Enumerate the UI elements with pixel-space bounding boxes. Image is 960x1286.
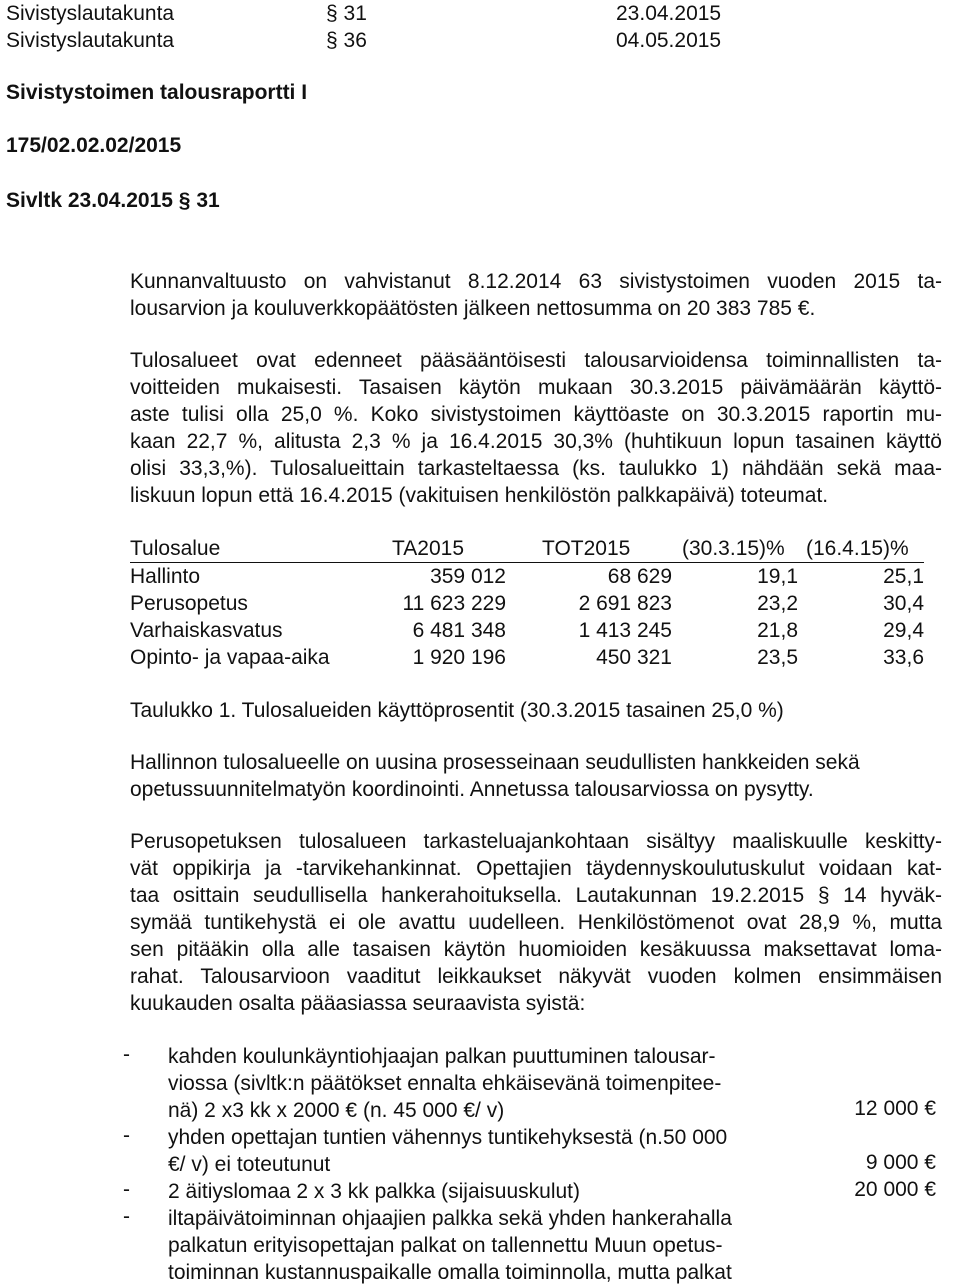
table-row xyxy=(130,644,924,671)
paragraph-2-line-2: voitteiden mukaisesti. Tasaisen käytön mukaan 30.3.2015 päivämäärän käyttö- xyxy=(130,376,942,399)
paragraph-4-line-4: symää tuntikehystä ei ole avattu uudelleen. Henkilöstömenot ovat 28,9 %, mutta xyxy=(130,911,942,934)
table-cell: 23,5 xyxy=(757,645,798,669)
bullet-3-amount: 20 000 € xyxy=(854,1178,936,1201)
table-header-cell: TA2015 xyxy=(380,535,506,563)
header-body-1: Sivistyslautakunta xyxy=(6,2,175,25)
paragraph-2-line-4: kaan 22,7 %, alitusta 2,3 % ja 16.4.2015 30,3% (huhtikuun lopun tasainen käyttö xyxy=(130,430,942,453)
paragraph-4-line-1: Perusopetuksen tulosalueen tarkasteluajankohtaan sisältyy maaliskuulle keskitty- xyxy=(130,830,942,853)
paragraph-4-line-7: kuukauden osalta pääasiassa seuraavista syistä: xyxy=(130,992,586,1015)
bullet-dash: - xyxy=(123,1178,130,1201)
meeting-reference: Sivltk 23.04.2015 § 31 xyxy=(6,189,220,212)
bullet-2-line-2: €/ v) ei toteutunut xyxy=(168,1153,331,1176)
header-section-1: § 31 xyxy=(326,2,367,25)
bullet-4-line-1: iltapäivätoiminnan ohjaajien palkka sekä yhden hankerahalla xyxy=(168,1207,732,1230)
reference-number: 175/02.02.02/2015 xyxy=(6,134,182,157)
table-cell: 6 481 348 xyxy=(412,618,506,642)
paragraph-4-line-6: rahat. Talousarvioon vaaditut leikkaukset näkyvät vuoden kolmen ensimmäisen xyxy=(130,965,942,988)
bullet-4-line-2: palkatun erityisopettajan palkat on tallennettu Muun opetus- xyxy=(168,1234,723,1257)
table-caption: Taulukko 1. Tulosalueiden käyttöprosentit (30.3.2015 tasainen 25,0 %) xyxy=(130,699,784,722)
document-title: Sivistystoimen talousraportti I xyxy=(6,81,308,104)
table-cell: 450 321 xyxy=(596,645,672,669)
table-cell: 1 920 196 xyxy=(412,645,506,669)
bullet-1-line-2: viossa (sivltk:n päätökset ennalta ehkäisevänä toimenpitee- xyxy=(168,1072,722,1095)
table-header-cell: TOT2015 xyxy=(506,535,672,563)
table-row xyxy=(130,563,924,591)
paragraph-2-line-3: aste tulisi olla 25,0 %. Koko sivistystoimen käyttöaste on 30.3.2015 raportin mu- xyxy=(130,403,942,426)
paragraph-1-line-2: lousarvion ja kouluverkkopäätösten jälkeen nettosumma on 20 383 785 €. xyxy=(130,297,816,320)
bullet-dash: - xyxy=(123,1043,130,1066)
table-cell: 2 691 823 xyxy=(578,591,672,615)
paragraph-4-line-5: sen pitääkin olla alle tasaisen käytön huomioiden kesäkuussa maksettavat loma- xyxy=(130,938,942,961)
paragraph-4-line-3: taa osittain seudullisella hankerahoituksella. Lautakunnan 19.2.2015 § 14 hyväk- xyxy=(130,884,942,907)
table-cell: 25,1 xyxy=(883,564,924,588)
bullet-1-amount: 12 000 € xyxy=(854,1097,936,1120)
table-cell: Perusopetus xyxy=(130,591,248,615)
bullet-2-line-1: yhden opettajan tuntien vähennys tuntikehyksestä (n.50 000 xyxy=(168,1126,728,1149)
bullet-dash: - xyxy=(123,1124,130,1147)
paragraph-3-line-1: Hallinnon tulosalueelle on uusina prosesseinaan seudullisten hankkeiden sekä xyxy=(130,751,860,774)
paragraph-2-line-1: Tulosalueet ovat edenneet pääsääntöisesti talousarvioidensa toiminnallisten ta- xyxy=(130,349,942,372)
header-section-2: § 36 xyxy=(326,29,367,52)
paragraph-2-line-6: liskuun lopun että 16.4.2015 (vakituisen henkilöstön palkkapäivä) toteumat. xyxy=(130,484,829,507)
table-cell: 33,6 xyxy=(883,645,924,669)
header-date-2: 04.05.2015 xyxy=(616,29,722,52)
table-cell: Opinto- ja vapaa-aika xyxy=(130,645,330,669)
bullet-dash: - xyxy=(123,1205,130,1228)
table-cell: 19,1 xyxy=(757,564,798,588)
bullet-2-amount: 9 000 € xyxy=(865,1151,936,1174)
table-row xyxy=(130,590,924,617)
usage-table xyxy=(130,535,924,671)
paragraph-2-line-5: olisi 33,3,%). Tulosalueittain tarkasteltaessa (ks. taulukko 1) nähdään sekä maa- xyxy=(130,457,942,480)
header-date-1: 23.04.2015 xyxy=(616,2,722,25)
table-header-cell: (16.4.15)% xyxy=(798,535,924,563)
table-cell: 29,4 xyxy=(883,618,924,642)
table-header-cell: Tulosalue xyxy=(130,535,380,563)
bullet-4-line-3: toiminnan kustannuspaikalle omalla toiminnolla, mutta palkat xyxy=(168,1261,732,1284)
bullet-3-line-1: 2 äitiyslomaa 2 x 3 kk palkka (sijaisuuskulut) xyxy=(168,1180,581,1203)
table-cell: 1 413 245 xyxy=(578,618,672,642)
bullet-1-line-3: nä) 2 x3 kk x 2000 € (n. 45 000 €/ v) xyxy=(168,1099,505,1122)
table-cell: 359 012 xyxy=(430,564,506,588)
table-cell: 11 623 229 xyxy=(402,591,506,615)
table-header-row xyxy=(130,535,924,563)
bullet-1-line-1: kahden koulunkäyntiohjaajan palkan puuttuminen talousar- xyxy=(168,1045,716,1068)
table-cell: Hallinto xyxy=(130,564,201,588)
table-header-cell: (30.3.15)% xyxy=(672,535,798,563)
paragraph-3-line-2: opetussuunnitelmatyön koordinointi. Annetussa talousarviossa on pysytty. xyxy=(130,778,814,801)
table-row xyxy=(130,617,924,644)
table-cell: 30,4 xyxy=(883,591,924,615)
paragraph-1-line-1: Kunnanvaltuusto on vahvistanut 8.12.2014 63 sivistystoimen vuoden 2015 ta- xyxy=(130,270,942,293)
table-cell: Varhaiskasvatus xyxy=(130,618,283,642)
table-cell: 23,2 xyxy=(757,591,798,615)
paragraph-4-line-2: vät oppikirja ja -tarvikehankinnat. Opettajien täydennyskoulutuskulut voidaan kat- xyxy=(130,857,942,880)
table-cell: 21,8 xyxy=(757,618,798,642)
header-body-2: Sivistyslautakunta xyxy=(6,29,175,52)
table-cell: 68 629 xyxy=(607,564,672,588)
